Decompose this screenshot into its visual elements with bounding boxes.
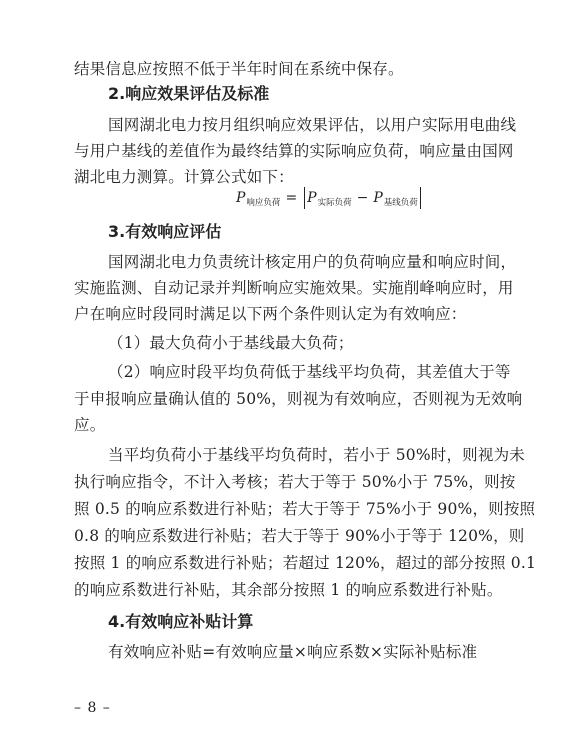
paragraph-line: 于申报响应量确认值的 50%，则视为有效响应，否则视为无效响 (74, 390, 523, 408)
paragraph-line: 国网湖北电力按月组织响应效果评估，以用户实际用电曲线 (108, 116, 517, 134)
paragraph-line: 结果信息应按照不低于半年时间在系统中保存。 (74, 60, 404, 78)
paragraph-line: 当平均负荷小于基线平均负荷时，若小于 50%时，则视为未 (108, 446, 525, 464)
section-heading-subsidy-calculation: 4.有效响应补贴计算 (108, 612, 254, 631)
paragraph-line: 国网湖北电力负责统计核定用户的负荷响应量和响应时间， (108, 253, 517, 271)
paragraph-line: 照 0.5 的响应系数进行补贴；若大于等于 75%小于 90%，则按照 (74, 500, 536, 518)
formula-subscript: 响应负荷 (246, 198, 281, 208)
paragraph-line: 与用户基线的差值作为最终结算的实际响应负荷，响应量由国网 (74, 142, 514, 160)
page-number: – 8 – (74, 700, 111, 716)
formula-subscript: 实际负荷 (317, 198, 352, 208)
paragraph-line: 有效响应补贴=有效响应量×响应系数×实际补贴标准 (108, 643, 478, 661)
section-heading-response-evaluation: 2.响应效果评估及标准 (108, 84, 270, 103)
list-item-condition-2: （2）响应时段平均负荷低于基线平均负荷，其差值大于等 (108, 363, 511, 381)
paragraph-line: 的响应系数进行补贴，其余部分按照 1 的响应系数进行补贴。 (74, 581, 503, 599)
section-heading-valid-response: 3.有效响应评估 (108, 222, 222, 241)
formula-symbol: P (373, 190, 383, 206)
list-item-condition-1: （1）最大负荷小于基线最大负荷； (108, 334, 354, 352)
paragraph-line: 实施监测、自动记录并判断响应实施效果。实施削峰响应时，用 (74, 279, 514, 297)
formula-minus: − (356, 190, 369, 206)
formula-subscript: 基线负荷 (383, 198, 418, 208)
formula-equals: = (285, 190, 298, 206)
paragraph-line: 0.8 的响应系数进行补贴；若大于等于 90%小于等于 120%，则 (74, 527, 525, 545)
paragraph-line: 应。 (74, 416, 106, 434)
paragraph-line: 执行响应指令，不计入考核；若大于等于 50%小于 75%，则按 (74, 473, 516, 491)
paragraph-line: 户在响应时段同时满足以下两个条件则认定为有效响应： (74, 305, 467, 323)
paragraph-line: 湖北电力测算。计算公式如下： (74, 168, 294, 186)
formula-symbol: P (307, 190, 317, 206)
absolute-bar-right (420, 187, 421, 209)
paragraph-line: 按照 1 的响应系数进行补贴；若超过 120%，超过的部分按照 0.1 (74, 554, 537, 572)
formula-symbol: P (236, 190, 246, 206)
response-load-formula (236, 184, 423, 212)
absolute-bar-left (304, 187, 305, 209)
